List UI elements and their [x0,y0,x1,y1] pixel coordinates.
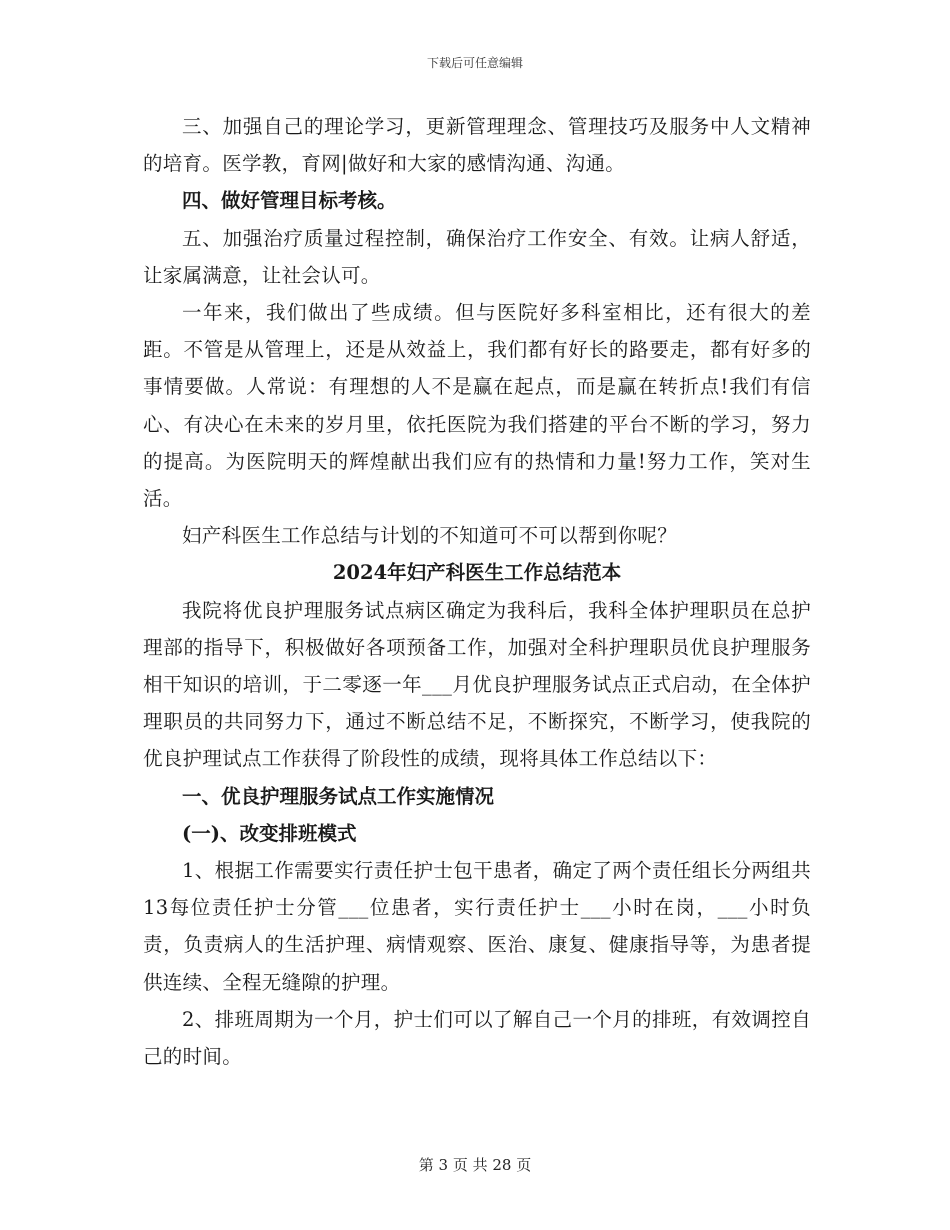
paragraph: 五、加强治疗质量过程控制，确保治疗工作安全、有效。让病人舒适，让家属满意，让社会认可。 [143,226,811,287]
page-number: 第 3 页 共 28 页 [418,1156,532,1174]
paragraph: 妇产科医生工作总结与计划的不知道可不可以帮到你呢？ [182,524,678,548]
paragraph: 三、加强自己的理论学习，更新管理理念、管理技巧及服务中人文精神的培育。医学教，育网|做好和大家的感情沟通、沟通。 [143,115,811,176]
section-heading: 四、做好管理目标考核。 [182,189,397,213]
paragraph: 一年来，我们做出了些成绩。但与医院好多科室相比，还有很大的差距。不管是从管理上，还是从效益上，我们都有好长的路要走，都有好多的事情要做。人常说：有理想的人不是赢在起点，而是赢在转折点!我们有信心、有决心在未来的岁月里，依托医院为我们搭建的平台不断的学习，努力的提高。为医院明天的辉煌献出我们应有的热情和力量!努力工作，笑对生活。 [143,301,811,511]
document-title: 2024年妇产科医生工作总结范本 [332,561,622,585]
subsection-heading: (一)、改变排班模式 [182,821,357,845]
section-heading: 一、优良护理服务试点工作实施情况 [182,784,495,808]
document-body [143,108,811,1075]
paragraph: 我院将优良护理服务试点病区确定为我科后，我科全体护理职员在总护理部的指导下，积极做好各项预备工作，加强对全科护理职员优良护理服务相干知识的培训，于二零逐一年___月优良护理服务试点正式启动，在全体护理职员的共同努力下，通过不断总结不足，不断探究，不断学习，使我院的优良护理试点工作获得了阶段性的成绩，现将具体工作总结以下： [143,598,811,771]
page-header-note: 下载后可任意编辑 [426,56,523,70]
paragraph: 2、排班周期为一个月，护士们可以了解自己一个月的排班，有效调控自己的时间。 [143,1007,811,1069]
paragraph: 1、根据工作需要实行责任护士包干患者，确定了两个责任组长分两组共13每位责任护士分管___位患者，实行责任护士___小时在岗，___小时负责，负责病人的生活护理、病情观察、医治、康复、健康指导等，为患者提供连续、全程无缝隙的护理。 [143,859,811,994]
